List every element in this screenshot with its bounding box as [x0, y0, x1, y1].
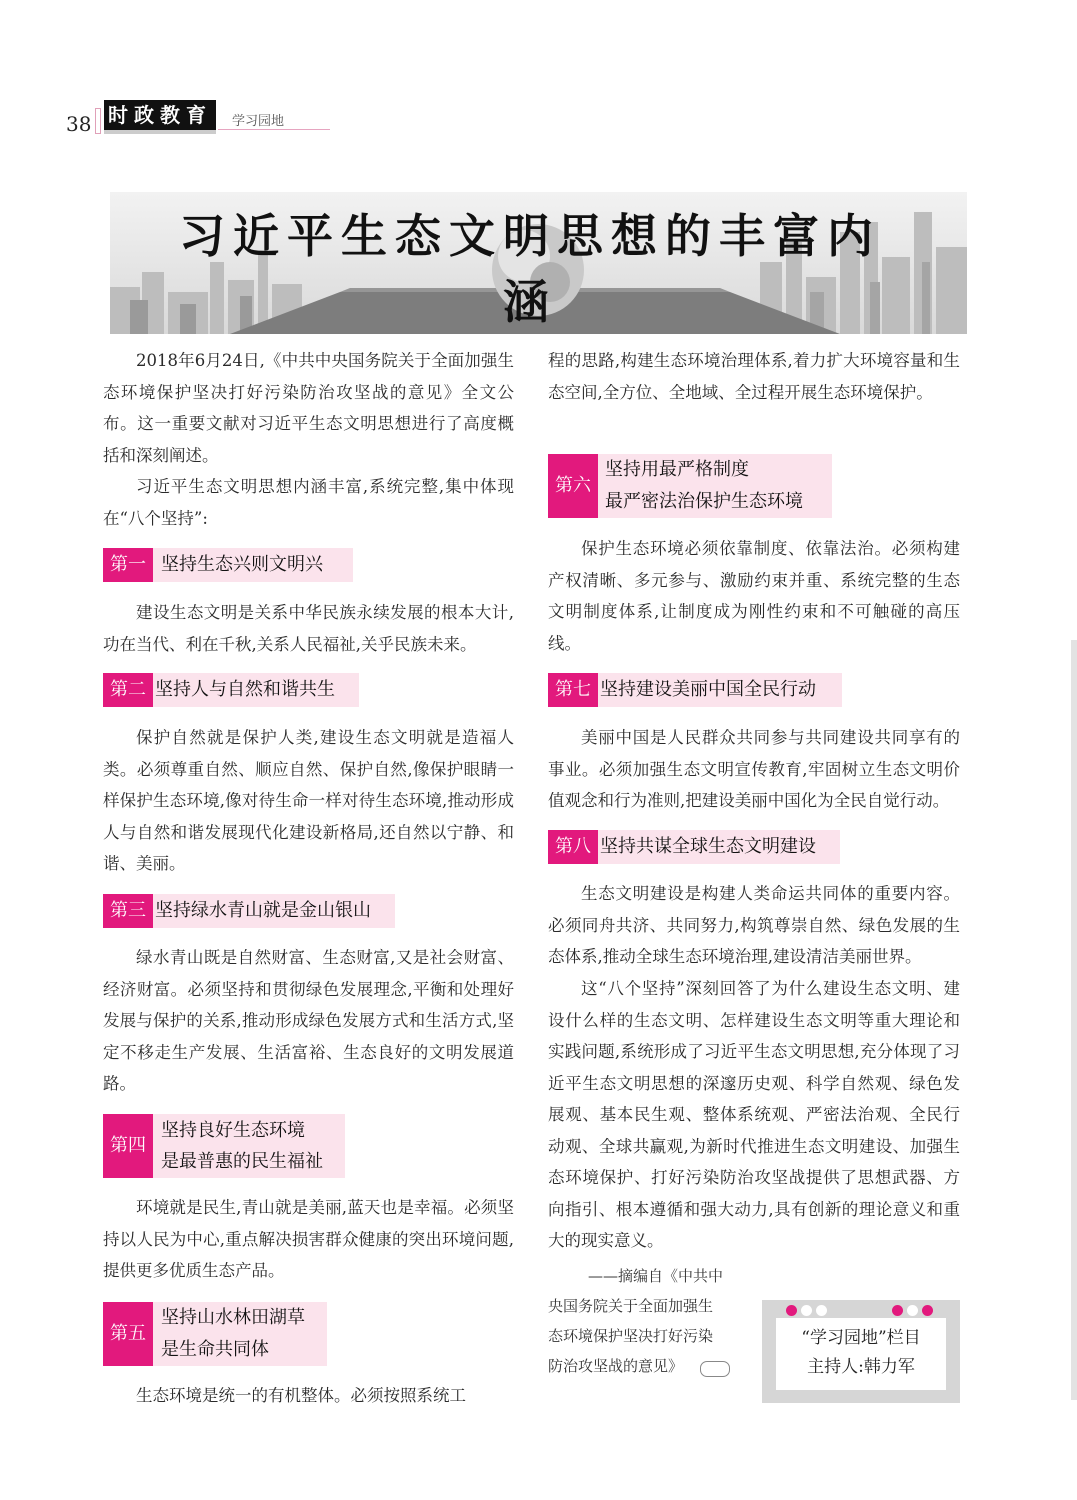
dot-icon — [816, 1305, 827, 1316]
section-4-text: 环境就是民生,青山就是美丽,蓝天也是幸福。必须坚持以人民为中心,重点解决损害群众健康的突出环境问题,提供更多优质生态产品。 — [103, 1198, 514, 1280]
section-8-text: 生态文明建设是构建人类命运共同体的重要内容。必须同舟共济、共同努力,构筑尊崇自然、绿色发展的生态体系,推动全球生态环境治理,建设清洁美丽世界。 — [548, 884, 960, 966]
section-1-text: 建设生态文明是关系中华民族永续发展的根本大计,功在当代、利在千秋,关系人民福祉,关乎民族未来。 — [103, 603, 514, 654]
section-6-text: 保护生态环境必须依靠制度、依靠法治。必须构建产权清晰、多元参与、激励约束并重、系统完整的生态文明制度体系,让制度成为刚性约束和不可触碰的高压线。 — [548, 539, 960, 653]
source-line-3: 态环境保护坚决打好污染 — [548, 1327, 714, 1345]
section-1-tag: 第一 — [103, 548, 153, 582]
section-6-title-line2: 最严密法治保护生态环境 — [605, 491, 803, 512]
dot-icon — [801, 1305, 812, 1316]
article-title: 习近平生态文明思想的丰富内涵 — [179, 209, 881, 329]
section-3-text: 绿水青山既是自然财富、生态财富,又是社会财富、经济财富。必须坚持和贯彻绿色发展理念,平衡和处理好发展与保护的关系,推动形成绿色发展方式和生活方式,坚定不移走生产发展、生活富裕、生态良好的文明发展道路。 — [103, 948, 514, 1093]
end-mark-icon — [700, 1361, 730, 1377]
section-5-title-line1: 坚持山水林田湖草 — [161, 1307, 305, 1328]
section-5-text-part2: 程的思路,构建生态环境治理体系,着力扩大环境容量和生态空间,全方位、全地域、全过程开展生态环境保护。 — [548, 351, 960, 402]
header-divider — [95, 108, 101, 134]
dot-icon — [922, 1305, 933, 1316]
dot-icon — [907, 1305, 918, 1316]
section-3-tag: 第三 — [103, 894, 153, 928]
section-5-title-line2: 是生命共同体 — [161, 1339, 269, 1360]
section-5-text-part1: 生态环境是统一的有机整体。必须按照系统工 — [136, 1386, 466, 1405]
section-8-tag: 第八 — [548, 830, 598, 864]
host-column-label: “学习园地”栏目 — [801, 1328, 921, 1348]
host-name: 主持人:韩力军 — [807, 1357, 915, 1377]
magazine-title: 时政教育 — [108, 103, 212, 127]
column-name: 学习园地 — [232, 114, 285, 129]
section-2-text: 保护自然就是保护人类,建设生态文明就是造福人类。必须尊重自然、顺应自然、保护自然,像保护眼睛一样保护生态环境,像对待生命一样对待生态环境,推动形成人与自然和谐发展现代化建设新格局,还自然以宁静、和谐、美丽。 — [103, 728, 514, 873]
section-5-tag: 第五 — [103, 1302, 153, 1366]
intro-paragraph-1: 2018年6月24日,《中共中央国务院关于全面加强生态环境保护坚决打好污染防治攻坚战的意见》全文公布。这一重要文献对习近平生态文明思想进行了高度概括和深刻阐述。 — [103, 351, 514, 465]
section-2-title: 坚持人与自然和谐共生 — [155, 679, 335, 700]
page-number: 38 — [66, 112, 92, 136]
dot-icon — [786, 1305, 797, 1316]
section-7-title: 坚持建设美丽中国全民行动 — [600, 679, 816, 700]
section-6-title-line1: 坚持用最严格制度 — [605, 459, 749, 480]
host-box-text — [776, 1324, 946, 1382]
section-2-tag: 第二 — [103, 673, 153, 707]
source-line-2: 央国务院关于全面加强生 — [548, 1297, 714, 1315]
header-rule — [218, 129, 330, 130]
intro-paragraph-2: 习近平生态文明思想内涵丰富,系统完整,集中体现在“八个坚持”: — [103, 477, 514, 528]
section-4-title-line1: 坚持良好生态环境 — [161, 1120, 305, 1141]
section-1-title: 坚持生态兴则文明兴 — [161, 554, 323, 575]
source-line-4: 防治攻坚战的意见》 — [548, 1357, 684, 1375]
section-7-tag: 第七 — [548, 673, 598, 707]
source-line-1: ——摘编自《中共中 — [588, 1267, 724, 1285]
section-6-tag: 第六 — [548, 454, 598, 518]
dot-icon — [892, 1305, 903, 1316]
section-7-text: 美丽中国是人民群众共同参与共同建设共同享有的事业。必须加强生态文明宣传教育,牢固树立生态文明价值观念和行为准则,把建设美丽中国化为全民自觉行动。 — [548, 728, 960, 810]
page-edge — [1071, 640, 1077, 1400]
section-4-title-line2: 是最普惠的民生福祉 — [161, 1151, 323, 1172]
section-8-title: 坚持共谋全球生态文明建设 — [600, 836, 816, 857]
section-3-title: 坚持绿水青山就是金山银山 — [155, 900, 371, 921]
conclusion-paragraph: 这“八个坚持”深刻回答了为什么建设生态文明、建设什么样的生态文明、怎样建设生态文明等重大理论和实践问题,系统形成了习近平生态文明思想,充分体现了习近平生态文明思想的深邃历史观、科学自然观、绿色发展观、基本民生观、整体系统观、严密法治观、全民行动观、全球共赢观,为新时代推进生态文明建设、加强生态环境保护、打好污染防治攻坚战提供了思想武器、方向指引、根本遵循和强大动力,具有创新的理论意义和重大的现实意义。 — [548, 979, 960, 1250]
section-4-tag: 第四 — [103, 1114, 153, 1178]
